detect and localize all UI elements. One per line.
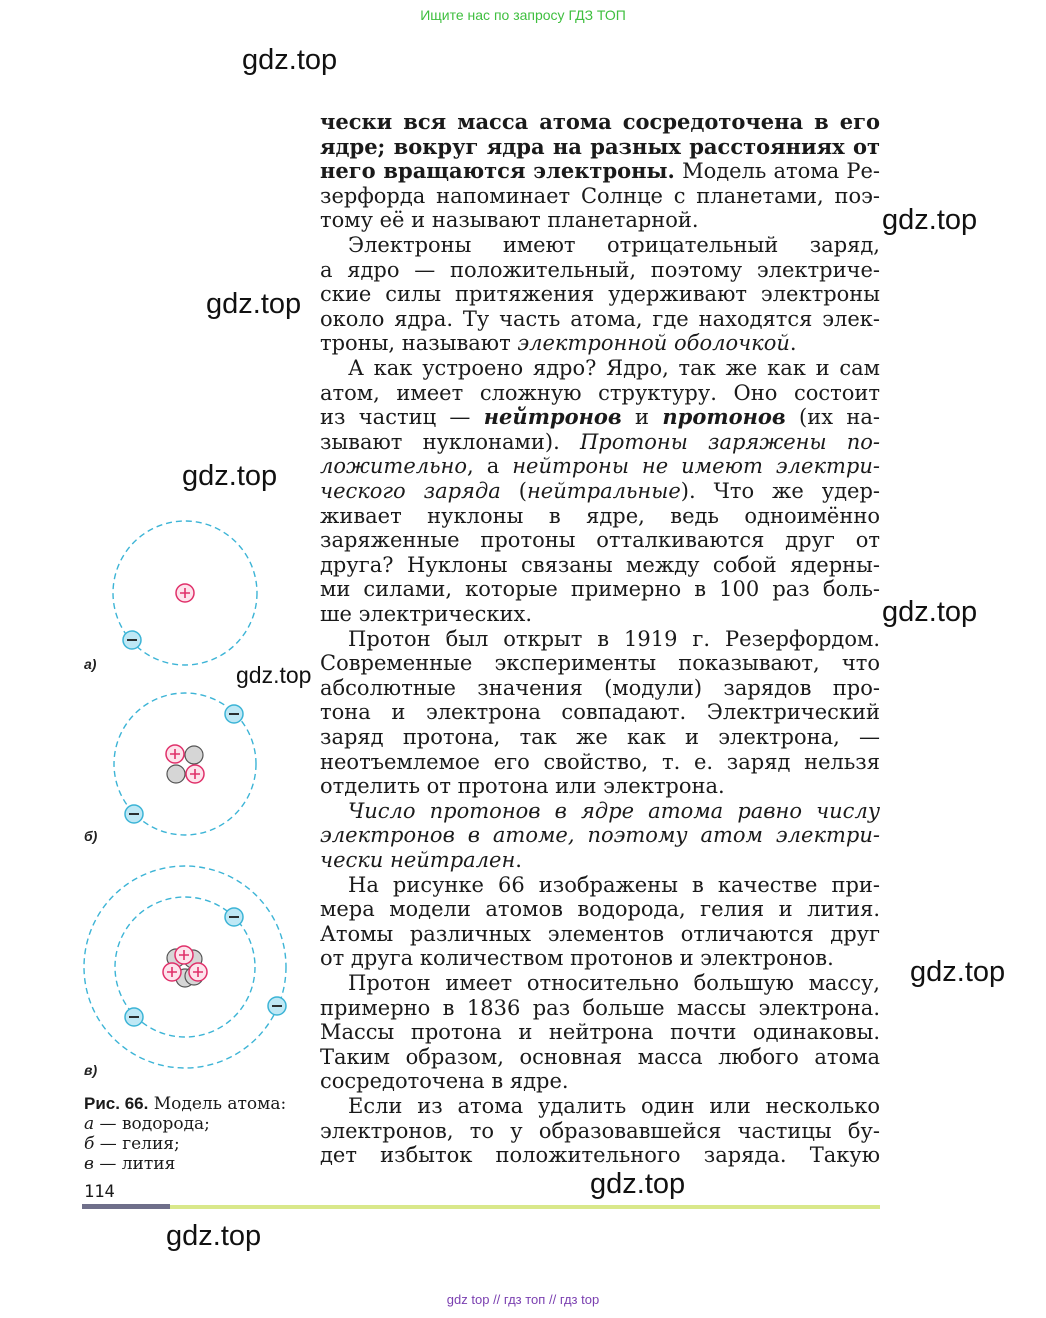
top-banner[interactable]: Ищите нас по запросу ГДЗ ТОП <box>420 7 626 23</box>
watermark: gdz.top <box>182 460 278 492</box>
bottom-links <box>0 1292 1046 1307</box>
caption-title: Рис. 66. <box>84 1094 149 1113</box>
text-line: чески нейтрален. <box>320 848 522 872</box>
caption-letter: а <box>84 1114 95 1134</box>
text-line: неотъемлемое его свойство, т. е. заряд нельзя <box>320 749 880 774</box>
caption-item-text: — водорода; <box>99 1114 210 1134</box>
text-line: ские силы притяжения удерживают электроны <box>320 282 880 307</box>
text-line: абсолютные значения (модули) зарядов про- <box>320 675 880 700</box>
text-line: Число протонов в ядре атома равно числу <box>348 798 880 823</box>
figure-label-a: а) <box>84 656 97 672</box>
atom-models-figure <box>70 510 300 1090</box>
text-line: тому её и называют планетарной. <box>320 208 699 233</box>
watermark: gdz.top <box>910 956 1006 988</box>
proton-icon <box>163 963 181 981</box>
electron-icon <box>125 805 143 823</box>
text-line: него вращаются электроны. Модель атома Ре- <box>320 158 881 184</box>
bottom-link[interactable]: гдз топ <box>503 1292 546 1307</box>
text-line: тона и электрона совпадают. Электрический <box>320 700 880 725</box>
proton-icon <box>189 963 207 981</box>
text-line: зерфорда напоминает Солнце с планетами, поэ- <box>320 183 880 208</box>
caption-item-a <box>84 1114 210 1134</box>
caption-item-c <box>84 1154 175 1174</box>
link-separator: // <box>548 1292 557 1307</box>
text-line: заряд протона, так же как и электрона, — <box>320 725 880 749</box>
bottom-link[interactable]: гдз top <box>559 1292 600 1307</box>
caption-item-text: — гелия; <box>99 1134 180 1154</box>
caption-letter: в <box>84 1154 94 1174</box>
footer-rule-right <box>170 1205 880 1209</box>
figure-label-c: в) <box>84 1062 98 1078</box>
watermark: gdz.top <box>882 204 978 236</box>
text-line: Электроны имеют отрицательный заряд, <box>348 233 880 257</box>
text-line: заряженные протоны отталкиваются друг от <box>320 528 880 553</box>
caption-item-b <box>84 1134 180 1154</box>
lithium-atom-model <box>84 866 286 1068</box>
text-line: живает нуклоны в ядре, ведь одноимённо <box>320 503 880 528</box>
neutron-icon <box>185 746 203 764</box>
text-line: сосредоточена в ядре. <box>320 1069 569 1094</box>
proton-icon <box>186 765 204 783</box>
text-line: около ядра. Ту часть атома, где находятся элек- <box>320 306 880 331</box>
text-line: А как устроено ядро? Ядро, так же как и сам <box>348 356 880 380</box>
text-line: Протон имеет относительно большую массу, <box>348 971 880 995</box>
text-line: примерно в 1836 раз больше массы электрона. <box>320 995 880 1020</box>
watermark: gdz.top <box>166 1220 262 1252</box>
text-line: Современные эксперименты показывают, что <box>320 651 880 676</box>
text-line: из частиц — нейтронов и протонов (их на- <box>320 404 881 430</box>
figure-label-b: б) <box>84 828 98 844</box>
text-line: чески вся масса атома сосредоточена в его <box>320 109 880 134</box>
page-number: 114 <box>84 1182 115 1202</box>
watermark: gdz.top <box>882 596 978 628</box>
watermark: gdz.top <box>206 288 302 320</box>
watermark: gdz.top <box>242 44 338 76</box>
caption-letter: б <box>84 1134 95 1154</box>
electron-icon <box>123 631 141 649</box>
helium-atom-model <box>114 693 256 835</box>
text-line: отделить от протона или электрона. <box>320 774 725 799</box>
text-line: ше электрических. <box>320 602 533 626</box>
text-line: друга? Нуклоны связаны между собой ядерны- <box>320 552 880 577</box>
proton-icon <box>175 946 193 964</box>
proton-icon <box>176 584 194 602</box>
text-line: ческого заряда (нейтральные). Что же удер- <box>320 479 880 503</box>
link-separator: // <box>493 1292 501 1307</box>
electron-icon <box>225 705 243 723</box>
text-line: электронов в атоме, поэтому атом электри- <box>320 823 880 848</box>
text-line: электронов, то у образовавшейся частицы бу- <box>320 1118 880 1143</box>
text-line: Протон был открыт в 1919 г. Резерфордом. <box>348 626 880 651</box>
electron-icon <box>125 1008 143 1026</box>
text-line: от друга количеством протонов и электронов. <box>320 946 834 971</box>
text-line: Если из атома удалить один или несколько <box>348 1094 880 1118</box>
electron-icon <box>268 997 286 1015</box>
watermark: gdz.top <box>236 662 312 688</box>
text-line: дет избыток положительного заряда. Такую <box>320 1143 880 1168</box>
text-line: Таким образом, основная масса любого атома <box>320 1044 880 1069</box>
text-line: ложительно, а нейтроны не имеют электри- <box>320 454 880 479</box>
text-line: а ядро — положительный, поэтому электриче- <box>320 257 880 282</box>
text-line: ядре; вокруг ядра на разных расстояниях от <box>320 133 880 159</box>
watermark: gdz.top <box>590 1168 686 1200</box>
bottom-link[interactable]: gdz top <box>446 1292 490 1307</box>
caption-text: Модель атома: <box>153 1094 287 1114</box>
electron-icon <box>225 908 243 926</box>
caption-item-text: — лития <box>99 1154 176 1174</box>
text-line: зывают нуклонами). Протоны заряжены по- <box>320 429 880 454</box>
text-line: ми силами, которые примерно в 100 раз боль- <box>320 577 880 602</box>
text-line: Массы протона и нейтрона почти одинаковы. <box>320 1020 880 1045</box>
text-line: троны, называют электронной оболочкой. <box>320 331 797 356</box>
hydrogen-atom-model <box>113 521 257 665</box>
neutron-icon <box>167 765 185 783</box>
proton-icon <box>166 745 184 763</box>
text-line: На рисунке 66 изображены в качестве при- <box>348 872 880 897</box>
figure-caption <box>84 1094 286 1114</box>
text-line: атом, имеет сложную структуру. Оно состоит <box>320 380 880 405</box>
text-line: мера модели атомов водорода, гелия и лития. <box>320 897 880 922</box>
footer-rule-left <box>82 1204 170 1209</box>
text-line: Атомы различных элементов отличаются друг <box>320 921 880 946</box>
